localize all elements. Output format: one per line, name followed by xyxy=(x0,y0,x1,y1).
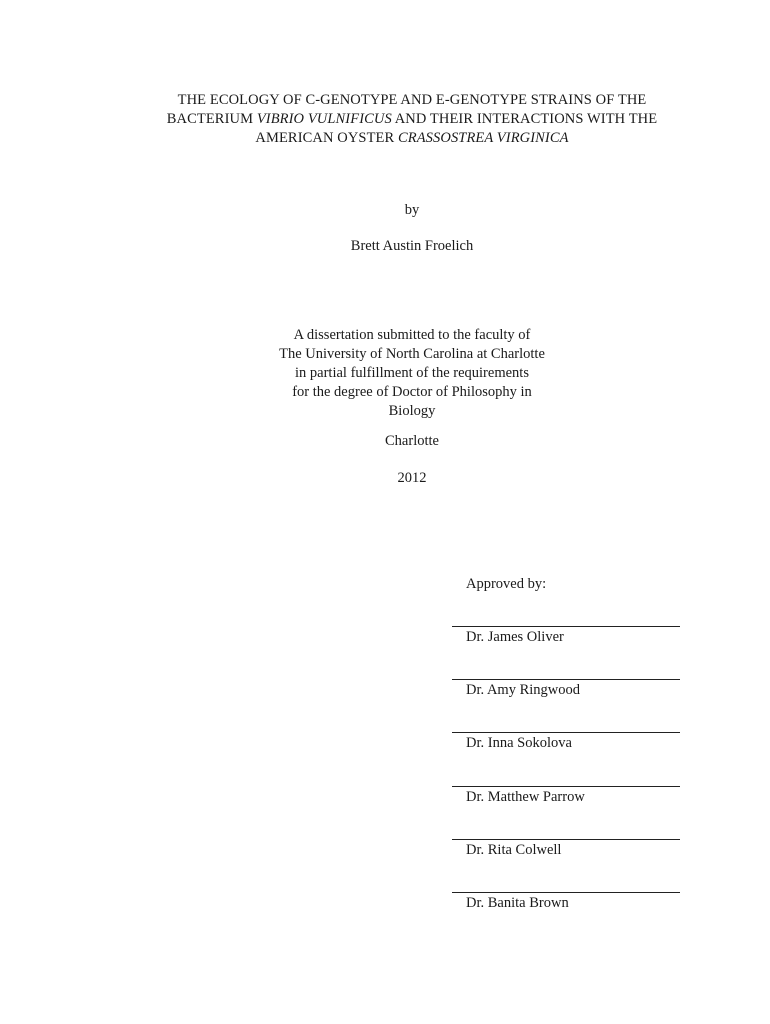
by-label: by xyxy=(404,202,420,218)
signer-name: Dr. Matthew Parrow xyxy=(466,789,585,805)
approval-block xyxy=(452,575,680,911)
signer-name: Dr. Inna Sokolova xyxy=(466,735,572,751)
statement-line-5: Biology xyxy=(388,403,436,419)
title-line-3 xyxy=(100,129,724,148)
signature-line-5 xyxy=(452,839,680,860)
dissertation-title xyxy=(100,91,724,148)
signature-line-4 xyxy=(452,786,680,807)
signature-line-2 xyxy=(452,679,680,700)
author-name: Brett Austin Froelich xyxy=(350,238,474,254)
statement-line-1: A dissertation submitted to the faculty of xyxy=(293,327,531,343)
signature-rule xyxy=(452,626,680,627)
signature-rule xyxy=(452,679,680,680)
title-line-2-part-c: AND THEIR INTERACTIONS WITH THE xyxy=(391,111,658,127)
signer-name: Dr. Rita Colwell xyxy=(466,842,562,858)
city-label: Charlotte xyxy=(385,433,439,449)
year-label: 2012 xyxy=(397,470,427,486)
signature-rule xyxy=(452,732,680,733)
species-name-italic: VIBRIO VULNIFICUS xyxy=(256,111,392,127)
approved-by-label: Approved by: xyxy=(466,576,547,592)
signature-line-6 xyxy=(452,892,680,913)
signature-rule xyxy=(452,892,680,893)
statement-line-4: for the degree of Doctor of Philosophy in xyxy=(292,384,532,400)
title-line-1: THE ECOLOGY OF C-GENOTYPE AND E-GENOTYPE STRAINS OF THE xyxy=(177,92,647,108)
oyster-species-italic: CRASSOSTREA VIRGINICA xyxy=(398,130,569,146)
title-line-2 xyxy=(100,110,724,129)
signature-rule xyxy=(452,839,680,840)
statement-line-2: The University of North Carolina at Charlotte xyxy=(279,346,545,362)
statement-line-3: in partial fulfillment of the requirements xyxy=(295,365,529,381)
signature-line-3 xyxy=(452,732,680,753)
signer-name: Dr. Amy Ringwood xyxy=(466,682,580,698)
title-line-2-part-a: BACTERIUM xyxy=(166,111,257,127)
signature-line-1 xyxy=(452,626,680,647)
title-line-3-part-a: AMERICAN OYSTER xyxy=(255,130,398,146)
signer-name: Dr. James Oliver xyxy=(466,629,564,645)
signature-rule xyxy=(452,786,680,787)
submission-statement xyxy=(150,326,674,421)
signer-name: Dr. Banita Brown xyxy=(466,895,569,911)
